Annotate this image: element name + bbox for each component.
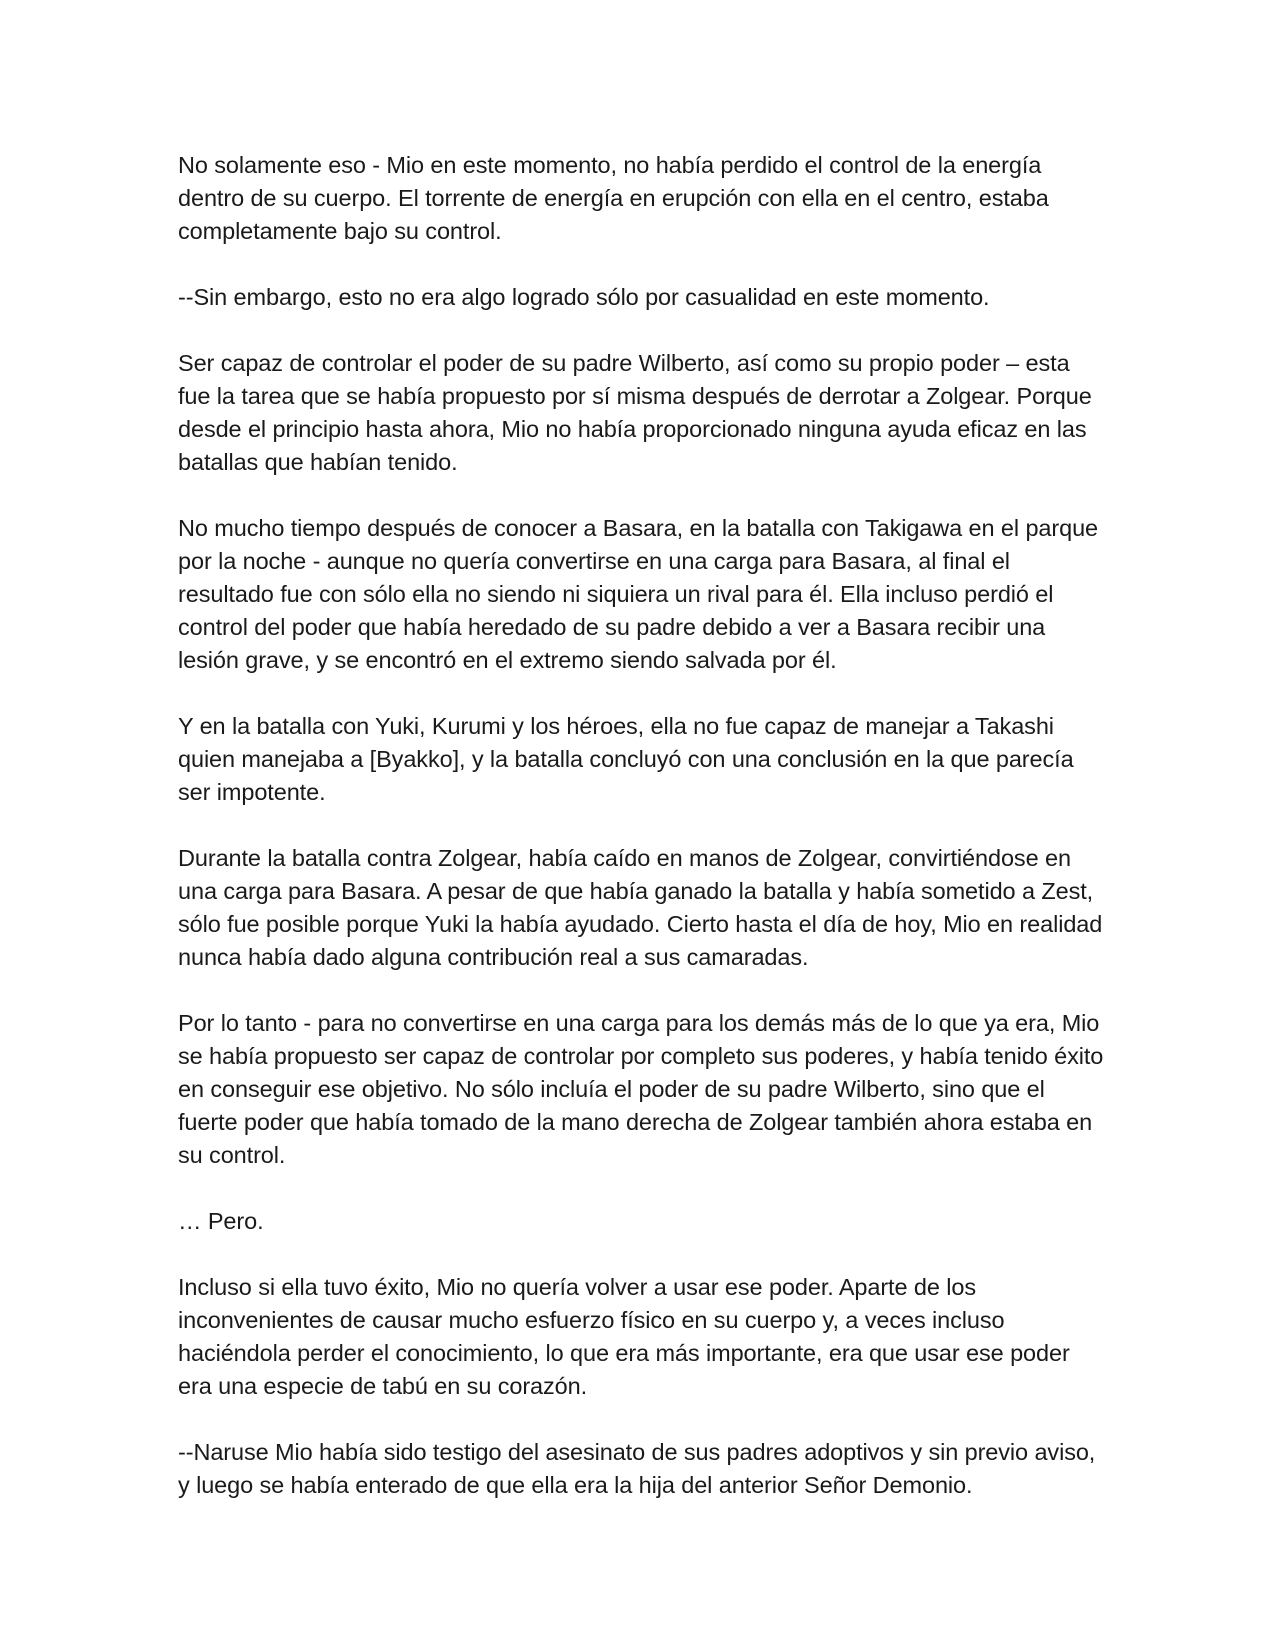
paragraph-7: Por lo tanto - para no convertirse en una carga para los demás más de lo que ya era, Mio se había propuesto ser capaz de controlar por completo sus poderes, y había tenido éxito en conseguir ese objetivo. No sólo incluía el poder de su padre Wilberto, sino que el fuerte poder que había tomado de la mano derecha de Zolgear también ahora estaba en su control. (178, 1010, 1104, 1168)
paragraph-2: --Sin embargo, esto no era algo logrado sólo por casualidad en este momento. (178, 284, 990, 310)
paragraph-8: … Pero. (178, 1208, 264, 1234)
paragraph-5: Y en la batalla con Yuki, Kurumi y los héroes, ella no fue capaz de manejar a Takashi quien manejaba a [Byakko], y la batalla concluyó con una conclusión en la que parecía ser impotente. (178, 713, 1074, 805)
paragraph-6: Durante la batalla contra Zolgear, había caído en manos de Zolgear, convirtiéndose en una carga para Basara. A pesar de que había ganado la batalla y había sometido a Zest, sólo fue posible porque Yuki la había ayudado. Cierto hasta el día de hoy, Mio en realidad nunca había dado alguna contribución real a sus camaradas. (178, 845, 1103, 970)
paragraph-3: Ser capaz de controlar el poder de su padre Wilberto, así como su propio poder – esta fue la tarea que se había propuesto por sí misma después de derrotar a Zolgear. Porque desde el principio hasta ahora, Mio no había proporcionado ninguna ayuda eficaz en las batallas que habían tenido. (178, 350, 1092, 475)
paragraph-1: No solamente eso - Mio en este momento, no había perdido el control de la energía dentro de su cuerpo. El torrente de energía en erupción con ella en el centro, estaba completamente bajo su control. (178, 152, 1049, 244)
paragraph-10: --Naruse Mio había sido testigo del asesinato de sus padres adoptivos y sin previo aviso, y luego se había enterado de que ella era la hija del anterior Señor Demonio. (178, 1439, 1096, 1498)
paragraph-9: Incluso si ella tuvo éxito, Mio no quería volver a usar ese poder. Aparte de los inconvenientes de causar mucho esfuerzo físico en su cuerpo y, a veces incluso haciéndola perder el conocimiento, lo que era más importante, era que usar ese poder era una especie de tabú en su corazón. (178, 1274, 1070, 1399)
document-body (178, 149, 1108, 1502)
paragraph-4: No mucho tiempo después de conocer a Basara, en la batalla con Takigawa en el parque por la noche - aunque no quería convertirse en una carga para Basara, al final el resultado fue con sólo ella no siendo ni siquiera un rival para él. Ella incluso perdió el control del poder que había heredado de su padre debido a ver a Basara recibir una lesión grave, y se encontró en el extremo siendo salvada por él. (178, 515, 1099, 673)
